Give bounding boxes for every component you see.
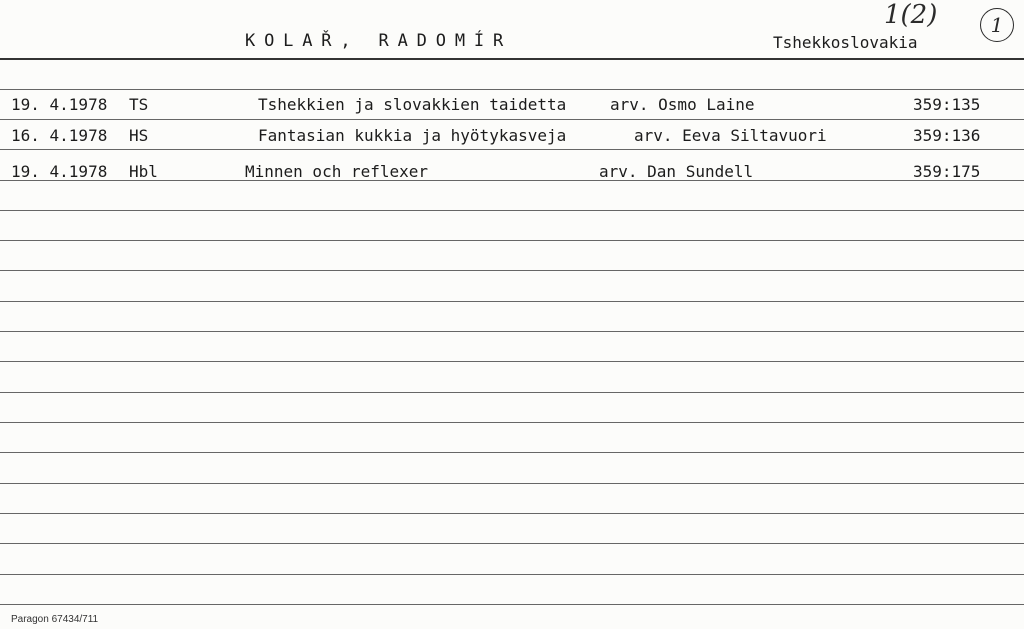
ruled-line <box>0 89 1024 90</box>
entry-row <box>0 160 1024 184</box>
entry-row <box>0 93 1024 117</box>
ruled-line <box>0 392 1024 393</box>
ruled-line <box>0 361 1024 362</box>
ruled-line <box>0 270 1024 271</box>
header-rule <box>0 58 1024 60</box>
ruled-line <box>0 574 1024 575</box>
entry-date: 19. 4.1978 <box>11 95 108 114</box>
entry-reviewer: arv. Dan Sundell <box>599 162 754 181</box>
ruled-line <box>0 119 1024 120</box>
entry-date: 16. 4.1978 <box>11 126 108 145</box>
entry-paper: Hbl <box>129 162 158 181</box>
entry-date: 19. 4.1978 <box>11 162 108 181</box>
ruled-line <box>0 513 1024 514</box>
ruled-line <box>0 240 1024 241</box>
handwritten-circled-number: 1 <box>980 8 1014 42</box>
ruled-line <box>0 604 1024 605</box>
ruled-line <box>0 301 1024 302</box>
ruled-line <box>0 331 1024 332</box>
entry-reviewer: arv. Osmo Laine <box>610 95 755 114</box>
ruled-line <box>0 149 1024 150</box>
ruled-line <box>0 483 1024 484</box>
entry-classification: 359:135 <box>913 95 981 114</box>
entry-row <box>0 124 1024 148</box>
entry-classification: 359:175 <box>913 162 981 181</box>
handwritten-sheet-number: 1(2) <box>884 0 938 30</box>
entry-classification: 359:136 <box>913 126 981 145</box>
author-name: KOLAŘ, RADOMÍR <box>245 31 513 51</box>
entry-title: Fantasian kukkia ja hyötykasveja <box>258 126 567 145</box>
entry-title: Tshekkien ja slovakkien taidetta <box>258 95 567 114</box>
ruled-line <box>0 210 1024 211</box>
ruled-line <box>0 543 1024 544</box>
ruled-line <box>0 422 1024 423</box>
entry-paper: HS <box>129 126 149 145</box>
country-label: Tshekkoslovakia <box>773 33 918 52</box>
ruled-line <box>0 452 1024 453</box>
entry-paper: TS <box>129 95 149 114</box>
entry-reviewer: arv. Eeva Siltavuori <box>634 126 827 145</box>
printer-mark: Paragon 67434/711 <box>11 614 99 625</box>
entry-title: Minnen och reflexer <box>245 162 429 181</box>
